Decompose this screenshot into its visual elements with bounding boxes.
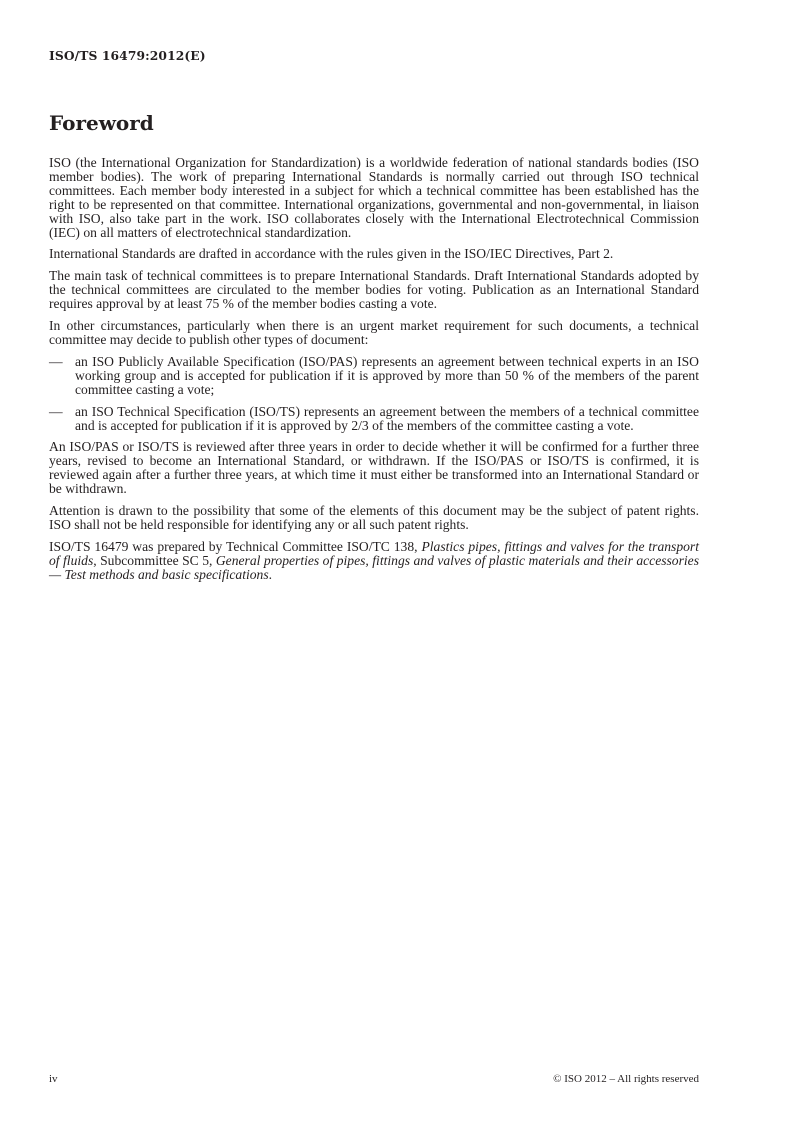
page-title: Foreword xyxy=(49,111,154,135)
page-number: iv xyxy=(49,1073,58,1085)
foreword-body xyxy=(49,156,699,590)
sc-title: General properties of pipes, fittings and valves of plastic materials and their accessories — Test methods and basic specifications xyxy=(49,552,699,582)
tc-title: Plastics pipes, fittings and valves for the transport of fluids xyxy=(49,538,699,568)
list-item-text: an ISO Technical Specification (ISO/TS) represents an agreement between the members of a technical committee and is accepted for publication if it is approved by 2/3 of the members of the committee casting a vote. xyxy=(75,403,699,433)
list-item-text: an ISO Publicly Available Specification (ISO/PAS) represents an agreement between technical experts in an ISO working group and is accepted for publication if it is approved by more than 50 % of the members of the parent committee casting a vote; xyxy=(75,353,699,397)
paragraph-review: An ISO/PAS or ISO/TS is reviewed after three years in order to decide whether it will be confirmed for a further three years, revised to become an International Standard, or withdrawn. If the ISO/PAS or ISO/TS is confirmed, it is reviewed again after a further three years, at which time it must either be transformed into an International Standard or be withdrawn. xyxy=(49,439,699,497)
paragraph-patent: Attention is drawn to the possibility that some of the elements of this document may be the subject of patent rights. ISO shall not be held responsible for identifying any or all such patent rights. xyxy=(49,503,699,532)
list-item-ts xyxy=(49,405,699,433)
paragraph-prepared-by xyxy=(49,540,699,582)
dash-bullet: — xyxy=(49,403,63,419)
list-item-pas xyxy=(49,355,699,397)
paragraph-iso-intro: ISO (the International Organization for Standardization) is a worldwide federation of national standards bodies (ISO member bodies). The work of preparing International Standards is normally carried out through ISO technical committees. Each member body interested in a subject for which a technical committee has been established has the right to be represented on that committee. International organizations, governmental and non-governmental, in liaison with ISO, also take part in the work. ISO collaborates closely with the International Electrotechnical Commission (IEC) on all matters of electrotechnical standardization. xyxy=(49,155,699,240)
paragraph-directives: International Standards are drafted in accordance with the rules given in the ISO/IEC Directives, Part 2. xyxy=(49,246,614,262)
prepared-by-text: . xyxy=(268,566,273,582)
copyright-notice: © ISO 2012 – All rights reserved xyxy=(553,1073,699,1085)
paragraph-other-circumstances: In other circumstances, particularly when there is an urgent market requirement for such documents, a technical committee may decide to publish other types of document: xyxy=(49,318,699,347)
document-id: ISO/TS 16479:2012(E) xyxy=(49,48,206,63)
prepared-by-text: ISO/TS 16479 was prepared by Technical Committee ISO/TC 138, xyxy=(49,538,422,554)
prepared-by-text: , Subcommittee SC 5, xyxy=(93,552,216,568)
dash-bullet: — xyxy=(49,353,63,369)
paragraph-main-task: The main task of technical committees is to prepare International Standards. Draft International Standards adopted by the technical committees are circulated to the member bodies for voting. Publication as an International Standard requires approval by at least 75 % of the member bodies casting a vote. xyxy=(49,268,699,312)
